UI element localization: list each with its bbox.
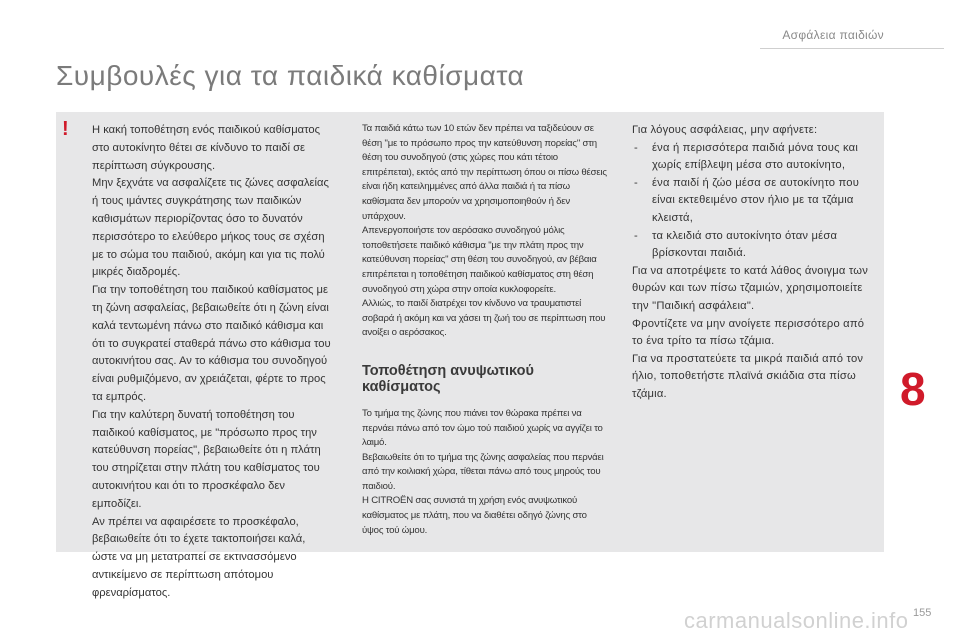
paragraph: Για να προστατεύετε τα μικρά παιδιά από τον ήλιο, τοποθετήστε πλαϊνά σκιάδια στα πίσω τζάμια.: [632, 352, 864, 400]
list-item: - ένα ή περισσότερα παιδιά μόνα τους και χωρίς επίβλεψη μέσα στο αυτοκίνητο,: [632, 140, 876, 175]
subheading-booster-seat: Τοποθέτηση ανυψωτικού καθίσματος: [362, 362, 534, 395]
section-divider: [760, 48, 944, 49]
paragraph: Για την καλύτερη δυνατή τοποθέτηση του παιδικού καθίσματος, με "πρόσωπο προς την κατεύθυνση πορείας", βεβαιωθείτε ότι η πλάτη του στηρίζεται στην πλάτη του καθίσματος του αυτοκινήτου και ότι το προσκέφαλο δεν εμποδίζει.: [92, 408, 321, 510]
paragraph: Απενεργοποιήστε τον αερόσακο συνοδηγού μόλις τοποθετήσετε παιδικό κάθισμα "με την πλάτη προς την κατεύθυνση πορείας" στη θέση του συνοδηγού, αν βέβαια επιτρέπεται η τοποθέτηση παιδικού καθίσματος στη θέση συνοδηγού στη χώρα στην οποία κυκλοφορείτε.: [362, 225, 597, 295]
list-intro: Για λόγους ασφάλειας, μην αφήνετε:: [632, 124, 818, 136]
paragraph: Για να αποτρέψετε το κατά λάθος άνοιγμα των θυρών και των πίσω τζαμιών, χρησιμοποιείτε την "Παιδική ασφάλεια".: [632, 264, 869, 312]
chapter-number: 8: [900, 363, 926, 415]
column-airbag-booster: [362, 122, 610, 538]
section-title: Ασφάλεια παιδιών: [782, 28, 884, 42]
list-item: - ένα παιδί ή ζώο μέσα σε αυτοκίνητο που είναι εκτεθειμένο στον ήλιο με τα τζάμια κλειστά,: [632, 175, 876, 228]
column-warnings: [92, 122, 332, 603]
paragraph: Μην ξεχνάτε να ασφαλίζετε τις ζώνες ασφαλείας ή τους ιμάντες συγκράτησης των παιδικών καθισμάτων περιορίζοντας όσο το δυνατόν περισσότερο το ελεύθερο μήκος τους σε σχέση με το σώμα του παιδιού, ακόμη και για τις πολύ μικρές διαδρομές.: [92, 177, 329, 279]
paragraph: Η CITROËN σας συνιστά τη χρήση ενός ανυψωτικού καθίσματος με πλάτη, που να διαθέτει οδηγό ζώνης στο ύψος τού ώμου.: [362, 495, 587, 536]
paragraph: Βεβαιωθείτε ότι το τμήμα της ζώνης ασφαλείας που περνάει από την κοιλιακή χώρα, τίθεται πάνω από τους μηρούς του παιδιού.: [362, 451, 604, 492]
safety-list: [632, 140, 876, 263]
page-title: Συμβουλές για τα παιδικά καθίσματα: [56, 60, 525, 91]
paragraph: Το τμήμα της ζώνης που πιάνει τον θώρακα πρέπει να περνάει πάνω από τον ώμο τού παιδιού χωρίς να αγγίζει το λαιμό.: [362, 407, 603, 449]
list-item: - τα κλειδιά στο αυτοκίνητο όταν μέσα βρίσκονται παιδιά.: [632, 228, 876, 263]
paragraph: Για την τοποθέτηση του παιδικού καθίσματος με τη ζώνη ασφαλείας, βεβαιωθείτε ότι η ζώνη είναι καλά τεντωμένη πάνω στο παιδικό κάθισμα και ότι το συγκρατεί σταθερά πάνω στο κάθισμα του αυτοκινήτου σας. Αν το κάθισμα του συνοδηγού είναι ρυθμιζόμενο, αν χρειάζεται, φέρτε το προς τα εμπρός.: [92, 284, 331, 403]
column-safety-reasons: [632, 122, 876, 404]
paragraph: Αν πρέπει να αφαιρέσετε το προσκέφαλο, βεβαιωθείτε ότι το έχετε τακτοποιήσει καλά, ώστε να μη μετατραπεί σε εκτινασσόμενο αντικείμενο σε περίπτωση απότομου φρεναρίσματος.: [92, 515, 306, 599]
page-number: 155: [913, 607, 932, 619]
paragraph: Η κακή τοποθέτηση ενός παιδικού καθίσματος στο αυτοκίνητο θέτει σε κίνδυνο το παιδί σε περίπτωση σύγκρουσης.: [92, 124, 320, 172]
watermark: carmanualsonline.info: [684, 608, 909, 633]
paragraph: Αλλιώς, το παιδί διατρέχει τον κίνδυνο να τραυματιστεί σοβαρά ή ακόμη και να χάσει τη ζωή του σε περίπτωση που ανοίξει ο αερόσακος.: [362, 298, 606, 339]
paragraph: Τα παιδιά κάτω των 10 ετών δεν πρέπει να ταξιδεύουν σε θέση "με το πρόσωπο προς την κατεύθυνση πορείας" στη θέση του συνοδηγού (στις χώρες που κάτι τέτοιο επιτρέπεται), εκτός από την περίπτωση όπου οι πίσω θέσεις είναι ήδη κατειλημμένες από άλλα παιδιά ή τα πίσω καθίσματα δεν μπορούν να χρησιμοποιηθούν ή δεν υπάρχουν.: [362, 123, 607, 222]
paragraph: Φροντίζετε να μην ανοίγετε περισσότερο από το ένα τρίτο τα πίσω τζάμια.: [632, 317, 865, 348]
warning-icon: !: [62, 118, 69, 140]
